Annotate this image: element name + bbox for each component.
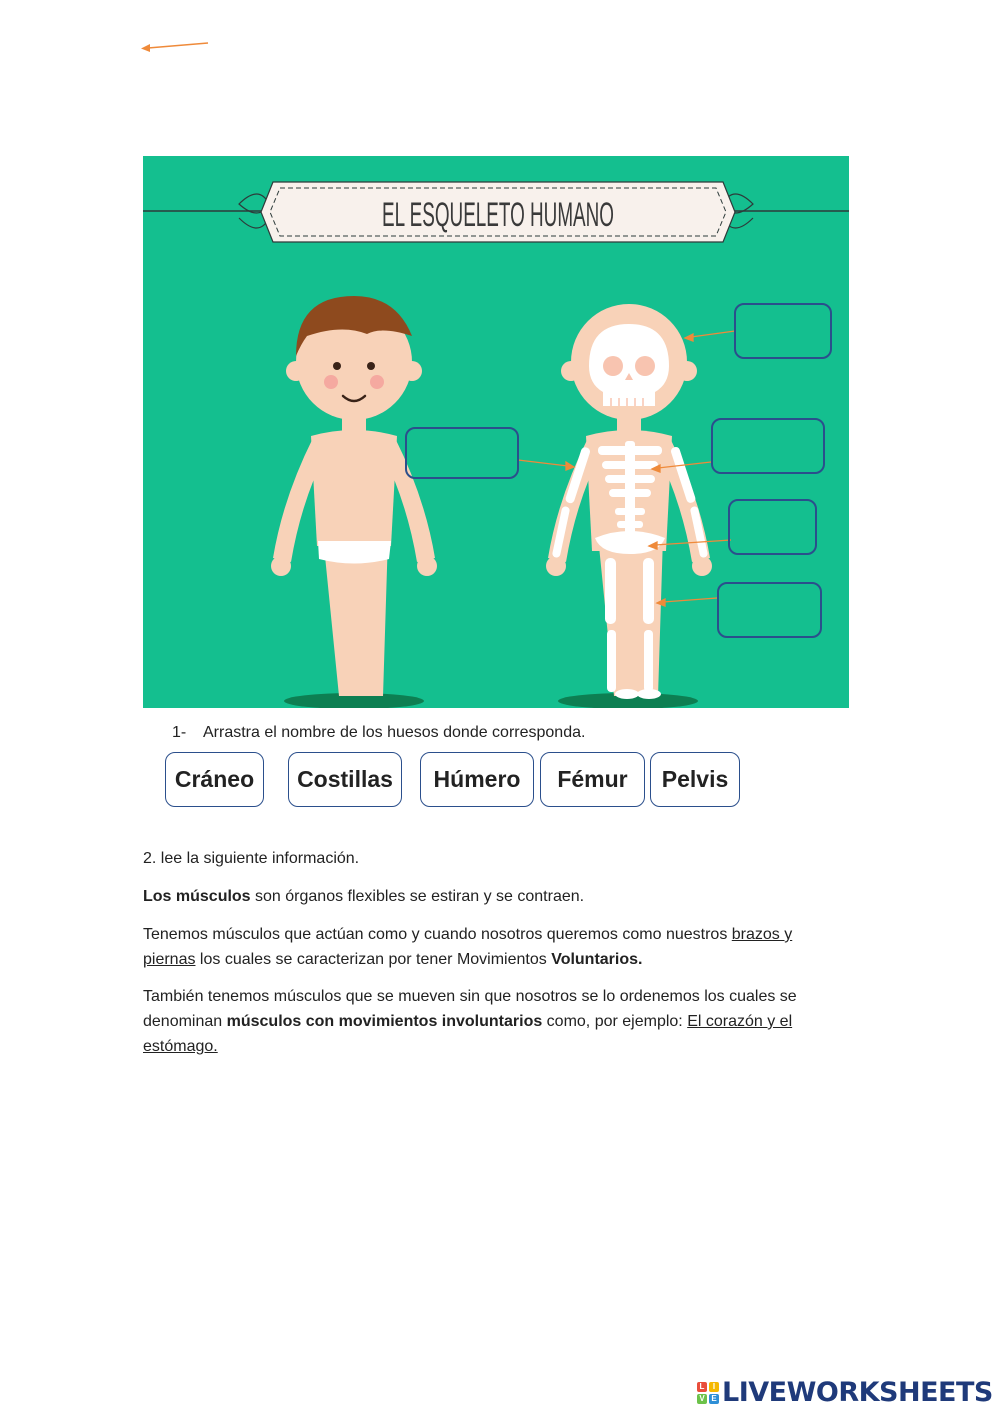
drop-box-pelvis[interactable] bbox=[728, 499, 817, 555]
paragraph-text: Tenemos músculos que actúan como y cuando nosotros queremos como nuestros bbox=[143, 926, 732, 943]
drop-box-ribs[interactable] bbox=[711, 418, 825, 474]
paragraph-voluntary bbox=[143, 922, 843, 972]
paragraph-muscles bbox=[143, 884, 843, 909]
paragraph-involuntary bbox=[143, 984, 843, 1059]
logo-letter: E bbox=[709, 1394, 719, 1404]
title-banner bbox=[143, 182, 849, 242]
chip-femur[interactable]: Fémur bbox=[540, 752, 645, 807]
back-arrow-icon[interactable] bbox=[138, 36, 212, 56]
instruction-text: Arrastra el nombre de los huesos donde corresponda. bbox=[203, 724, 586, 741]
logo-letter: V bbox=[697, 1394, 707, 1404]
chip-humero[interactable]: Húmero bbox=[420, 752, 534, 807]
drop-box-skull[interactable] bbox=[734, 303, 832, 359]
chip-pelvis[interactable]: Pelvis bbox=[650, 752, 740, 807]
exercise-2-heading: 2. lee la siguiente información. bbox=[143, 850, 360, 867]
illustration-title: EL ESQUELETO HUMANO bbox=[382, 196, 614, 234]
bold-term: Voluntarios. bbox=[551, 951, 643, 968]
skeleton-illustration bbox=[143, 156, 849, 708]
underlined-text: El corazón y el estómago. bbox=[143, 1013, 793, 1055]
paragraph-text: También tenemos músculos que se mueven sin que nosotros se lo ordenemos los cuales se denominan bbox=[143, 988, 797, 1030]
logo-letter: I bbox=[709, 1382, 719, 1392]
instruction-number: 1- bbox=[172, 724, 187, 741]
drop-box-humerus[interactable] bbox=[405, 427, 519, 479]
liveworksheets-logo[interactable] bbox=[697, 1377, 993, 1408]
logo-letter: L bbox=[697, 1382, 707, 1392]
paragraph-text: los cuales se caracterizan por tener Movimientos bbox=[195, 951, 552, 968]
chip-costillas[interactable]: Costillas bbox=[288, 752, 402, 807]
drop-box-femur[interactable] bbox=[717, 582, 822, 638]
underlined-text: brazos y piernas bbox=[143, 926, 793, 968]
instruction-1 bbox=[172, 724, 585, 742]
brand-name: LIVEWORKSHEETS bbox=[722, 1377, 993, 1408]
paragraph-text: como, por ejemplo: bbox=[542, 1013, 688, 1030]
muscles-term: Los músculos bbox=[143, 888, 251, 905]
skeleton-figure bbox=[546, 304, 712, 699]
boy-figure bbox=[271, 296, 437, 696]
bold-term: músculos con movimientos involuntarios bbox=[226, 1013, 543, 1030]
chip-craneo[interactable]: Cráneo bbox=[165, 752, 264, 807]
paragraph-text: son órganos flexibles se estiran y se contraen. bbox=[250, 888, 585, 905]
logo-icon bbox=[697, 1382, 719, 1404]
